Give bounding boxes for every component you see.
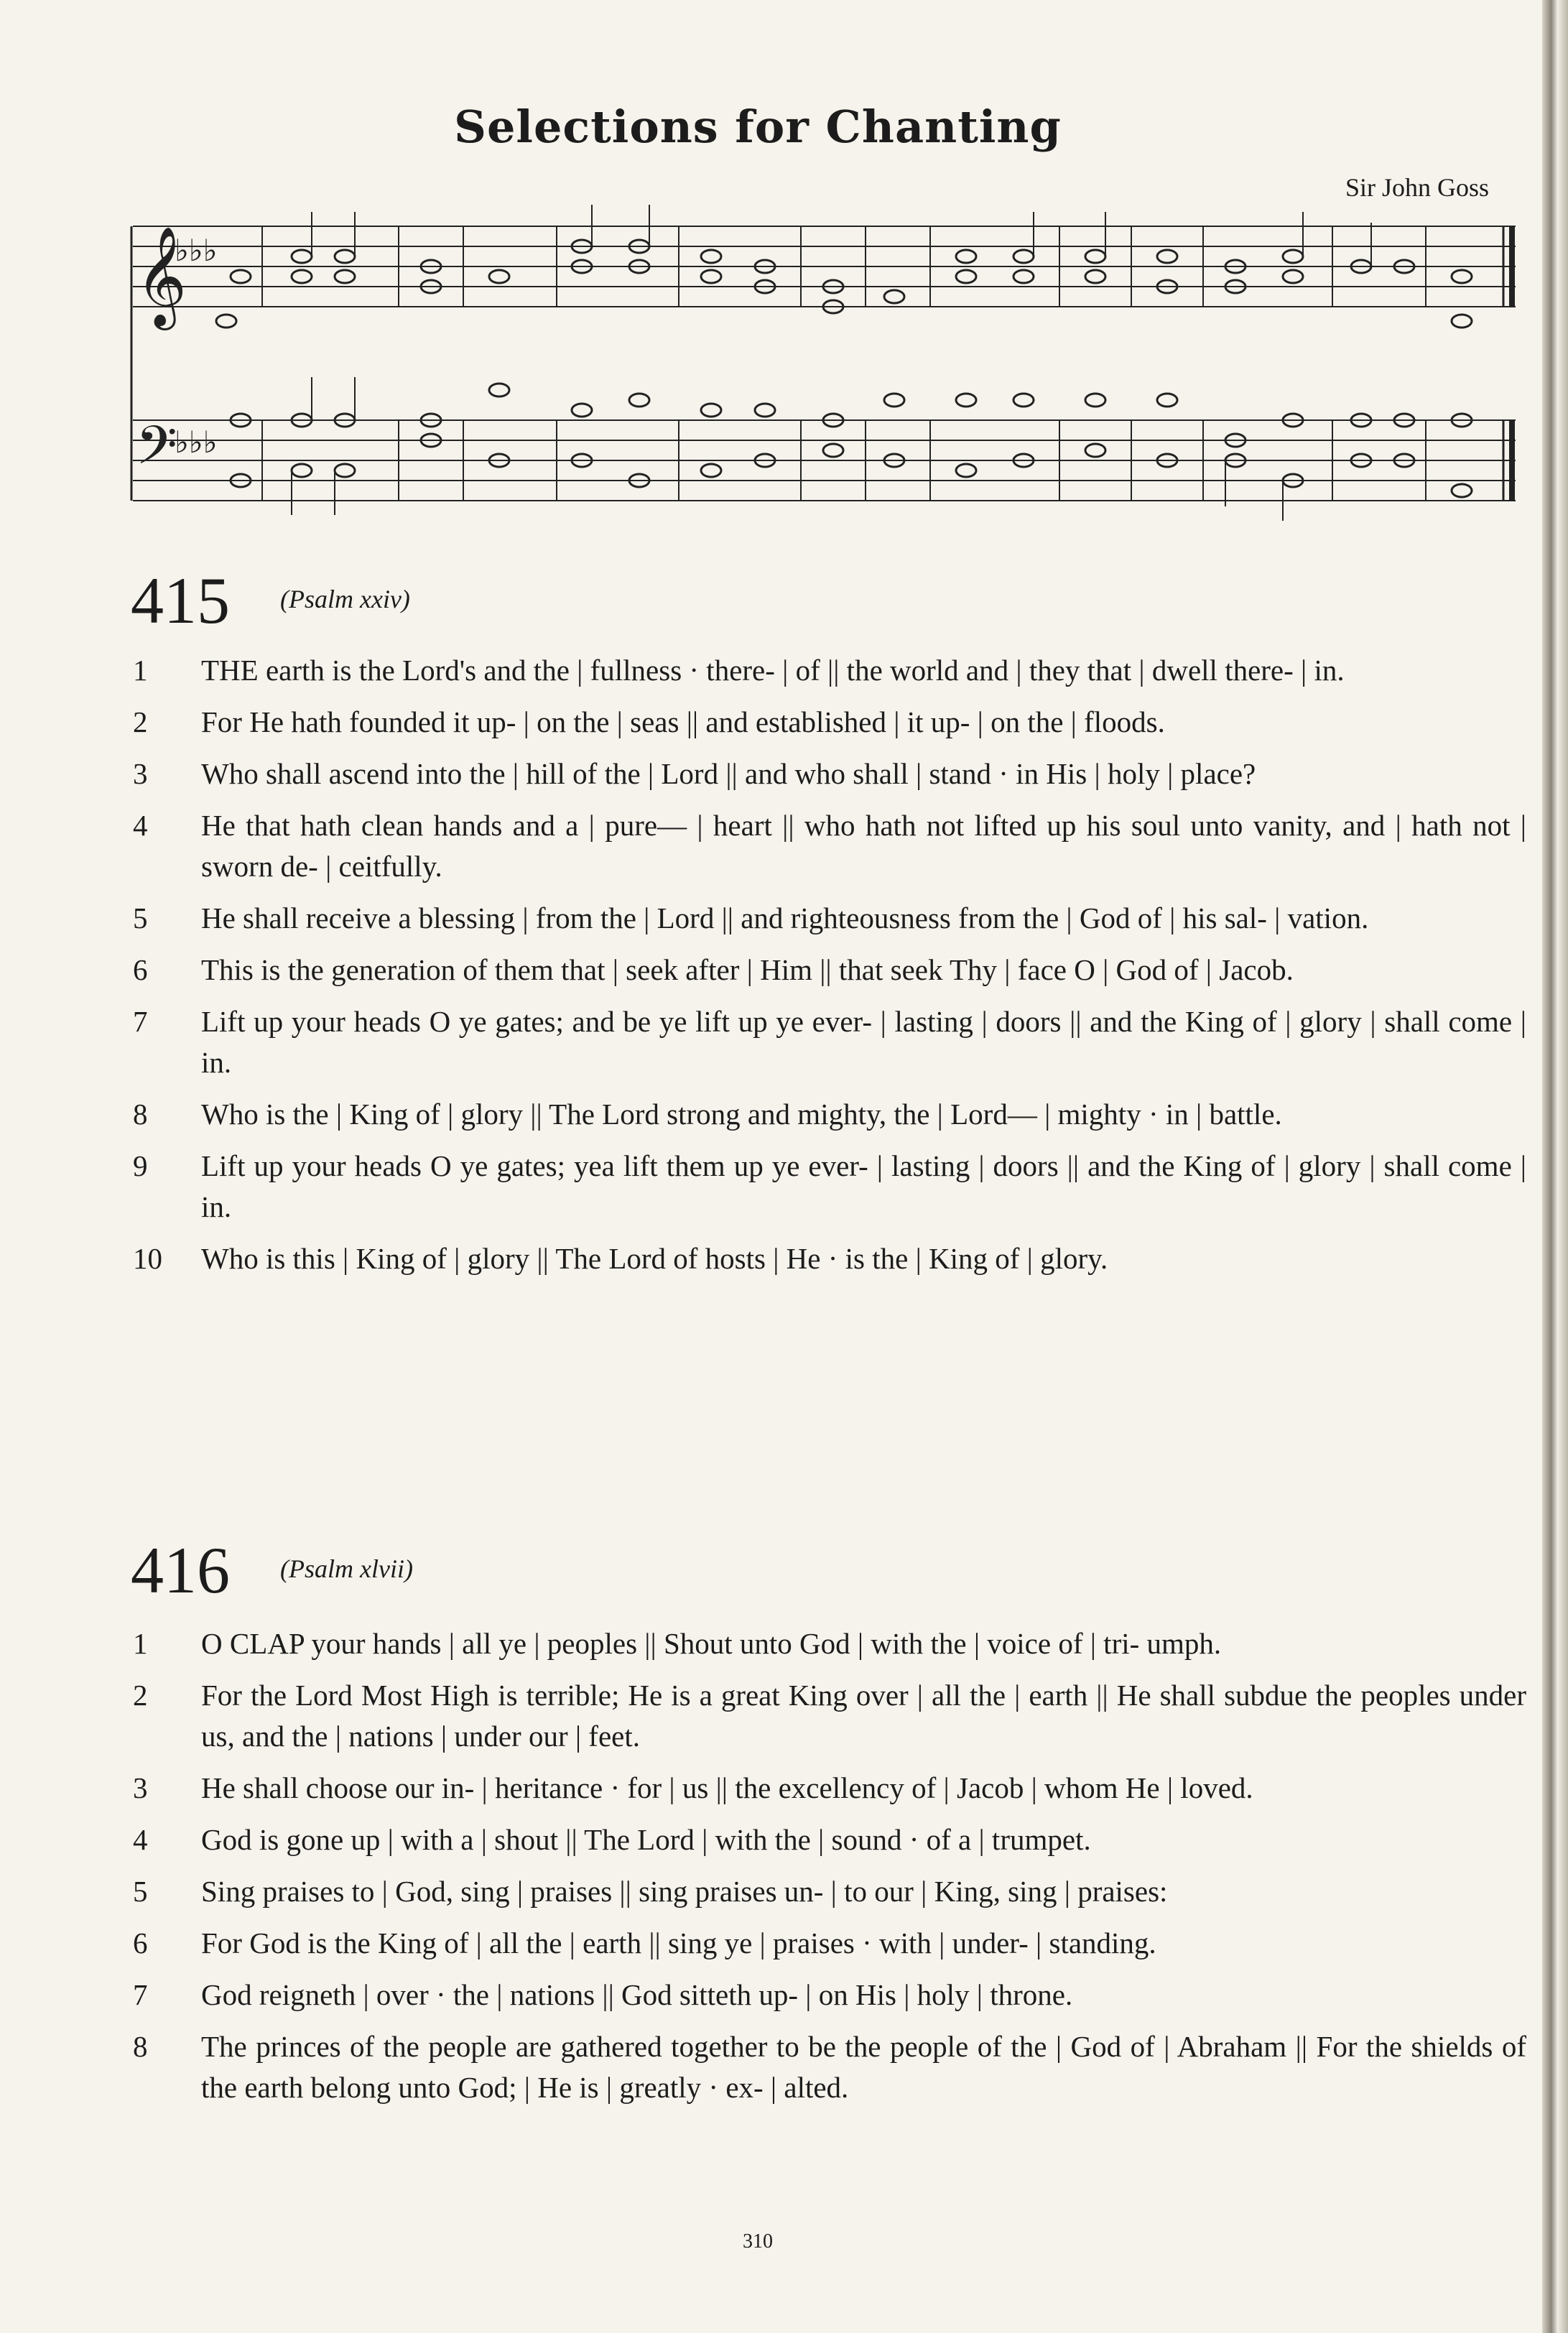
page-title: Selections for Chanting xyxy=(454,101,1062,153)
verse xyxy=(133,1623,1526,1664)
verse-number: 1 xyxy=(133,1627,148,1660)
verse xyxy=(133,805,1526,887)
bass-key-signature: ♭♭♭ xyxy=(175,425,218,460)
verse-number: 7 xyxy=(133,1978,148,2011)
verse-text: The princes of the people are gathered together to be the people of the | God of | Abraham || For the shields of the earth belong unto God; | He is | greatly · ex- | alted. xyxy=(201,2030,1526,2104)
verse xyxy=(133,1675,1526,1757)
verse xyxy=(133,1094,1526,1135)
verse xyxy=(133,650,1526,691)
verse xyxy=(133,753,1526,794)
verse xyxy=(133,1001,1526,1083)
verse xyxy=(133,1819,1526,1860)
bass-clef: 𝄢 xyxy=(136,414,177,490)
verse xyxy=(133,1238,1526,1279)
verse-number: 10 xyxy=(133,1242,162,1275)
psalm-reference-416: (Psalm xlvii) xyxy=(280,1554,413,1583)
verse-text: Lift up your heads O ye gates; yea lift them up ye ever- | lasting | doors || and the King of | glory | shall come | in. xyxy=(201,1149,1526,1223)
verse-number: 8 xyxy=(133,1098,148,1131)
verse-number: 5 xyxy=(133,1875,148,1908)
verse-number: 3 xyxy=(133,1771,148,1804)
treble-staff xyxy=(133,226,1516,307)
note-stems xyxy=(292,205,1371,521)
verse-number: 9 xyxy=(133,1149,148,1182)
verse-number: 2 xyxy=(133,1679,148,1712)
verse-number: 4 xyxy=(133,809,148,842)
verse-number: 6 xyxy=(133,953,148,986)
verse-number: 8 xyxy=(133,2030,148,2063)
verse xyxy=(133,950,1526,991)
verse-number: 2 xyxy=(133,705,148,738)
verse xyxy=(133,1975,1526,2016)
chant-number-415: 415 xyxy=(131,564,230,637)
verse xyxy=(133,898,1526,939)
verse-text: THE earth is the Lord's and the | fullness · there- | of || the world and | they that | dwell there- | in. xyxy=(201,654,1345,687)
verse-text: For God is the King of | all the | earth || sing ye | praises · with | under- | standing. xyxy=(201,1926,1156,1959)
verse-text: He that hath clean hands and a | pure— | heart || who hath not lifted up his soul unto vanity, and | hath not | sworn de- | ceitfully. xyxy=(201,809,1526,883)
verse xyxy=(133,2026,1526,2108)
verse xyxy=(133,1146,1526,1228)
verse-text: Who is this | King of | glory || The Lord of hosts | He · is the | King of | glory. xyxy=(201,1242,1108,1275)
verses-416 xyxy=(133,1623,1526,2119)
verse-text: This is the generation of them that | seek after | Him || that seek Thy | face O | God of | Jacob. xyxy=(201,953,1294,986)
verse xyxy=(133,1768,1526,1809)
verse-number: 7 xyxy=(133,1005,148,1038)
verse-number: 1 xyxy=(133,654,148,687)
verse-text: O CLAP your hands | all ye | peoples || Shout unto God | with the | voice of | tri- umph. xyxy=(201,1627,1222,1660)
bar-lines xyxy=(262,226,1512,501)
treble-clef: 𝄞 xyxy=(136,226,187,326)
verse-text: Who is the | King of | glory || The Lord strong and mighty, the | Lord— | mighty · in | battle. xyxy=(201,1098,1282,1131)
chant-number-416: 416 xyxy=(131,1534,230,1607)
verse-number: 5 xyxy=(133,901,148,934)
verse-number: 6 xyxy=(133,1926,148,1959)
verse-text: He shall receive a blessing | from the | Lord || and righteousness from the | God of | his sal- | vation. xyxy=(201,901,1369,934)
bass-staff xyxy=(133,420,1516,501)
chant-score xyxy=(126,205,1523,521)
verses-415 xyxy=(133,650,1526,1290)
verse-text: Lift up your heads O ye gates; and be ye lift up ye ever- | lasting | doors || and the King of | glory | shall come | in. xyxy=(201,1005,1526,1079)
treble-notes xyxy=(216,240,1472,328)
verse-text: God reigneth | over · the | nations || God sitteth up- | on His | holy | throne. xyxy=(201,1978,1073,2011)
verse-text: Who shall ascend into the | hill of the | Lord || and who shall | stand · in His | holy | place? xyxy=(201,757,1256,790)
treble-key-signature: ♭♭♭ xyxy=(175,233,218,268)
verse-text: For He hath founded it up- | on the | seas || and established | it up- | on the | floods. xyxy=(201,705,1165,738)
verse-text: For the Lord Most High is terrible; He is a great King over | all the | earth || He shall subdue the peoples under us, and the | nations | under our | feet. xyxy=(201,1679,1526,1753)
psalm-reference-415: (Psalm xxiv) xyxy=(280,585,410,613)
verse-number: 3 xyxy=(133,757,148,790)
verse xyxy=(133,702,1526,743)
verse-text: He shall choose our in- | heritance · for | us || the excellency of | Jacob | whom He | loved. xyxy=(201,1771,1253,1804)
verse-text: Sing praises to | God, sing | praises || sing praises un- | to our | King, sing | praises: xyxy=(201,1875,1168,1908)
verse xyxy=(133,1871,1526,1912)
verse xyxy=(133,1923,1526,1964)
page-number: 310 xyxy=(743,2230,773,2253)
verse-number: 4 xyxy=(133,1823,148,1856)
page-gutter-edge xyxy=(1542,0,1568,2333)
composer-credit: Sir John Goss xyxy=(1345,173,1489,202)
verse-text: God is gone up | with a | shout || The Lord | with the | sound · of a | trumpet. xyxy=(201,1823,1091,1856)
